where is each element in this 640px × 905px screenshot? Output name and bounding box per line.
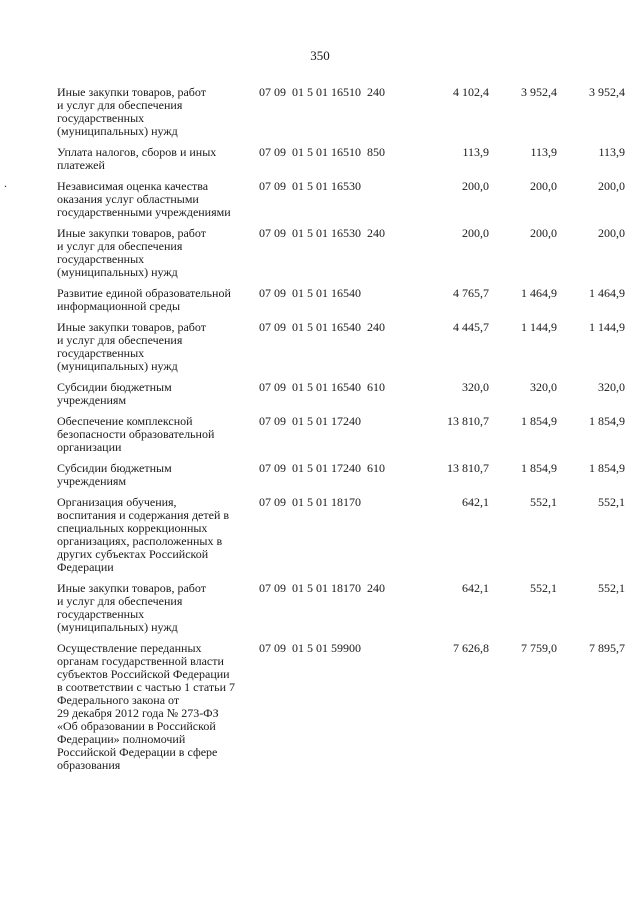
row-value-3: 113,9 bbox=[598, 145, 625, 159]
row-code: 07 09 01 5 01 17240 610 bbox=[259, 461, 385, 475]
row-value-3: 320,0 bbox=[598, 380, 625, 394]
row-name: Субсидии бюджетным учреждениям bbox=[57, 461, 172, 488]
row-value-1: 320,0 bbox=[462, 380, 489, 394]
row-value-2: 1 854,9 bbox=[521, 461, 557, 475]
row-value-3: 1 854,9 bbox=[589, 414, 625, 428]
row-code: 07 09 01 5 01 18170 bbox=[259, 495, 361, 509]
row-value-2: 200,0 bbox=[530, 226, 557, 240]
row-value-1: 4 102,4 bbox=[453, 85, 489, 99]
table-row bbox=[57, 373, 625, 407]
row-value-3: 1 144,9 bbox=[589, 320, 625, 334]
row-value-1: 642,1 bbox=[462, 581, 489, 595]
row-code: 07 09 01 5 01 17240 bbox=[259, 414, 361, 428]
row-code: 07 09 01 5 01 59900 bbox=[259, 641, 361, 655]
row-value-1: 200,0 bbox=[462, 179, 489, 193]
row-value-1: 4 445,7 bbox=[453, 320, 489, 334]
row-value-3: 1 854,9 bbox=[589, 461, 625, 475]
row-code: 07 09 01 5 01 16510 240 bbox=[259, 85, 385, 99]
row-value-3: 3 952,4 bbox=[589, 85, 625, 99]
row-code: 07 09 01 5 01 18170 240 bbox=[259, 581, 385, 595]
row-value-2: 1 144,9 bbox=[521, 320, 557, 334]
row-value-2: 552,1 bbox=[530, 581, 557, 595]
row-value-1: 13 810,7 bbox=[447, 414, 489, 428]
row-value-2: 7 759,0 bbox=[521, 641, 557, 655]
row-name: Независимая оценка качества оказания услуг областными государственными учреждениями bbox=[57, 179, 231, 219]
table-row bbox=[57, 138, 625, 172]
table-row bbox=[57, 574, 625, 634]
row-name: Иные закупки товаров, работ и услуг для обеспечения государственных (муниципальных) нужд bbox=[57, 85, 206, 138]
table-row bbox=[57, 172, 625, 219]
row-value-2: 200,0 bbox=[530, 179, 557, 193]
row-value-2: 552,1 bbox=[530, 495, 557, 509]
row-value-1: 7 626,8 bbox=[453, 641, 489, 655]
row-name: Организация обучения, воспитания и содержания детей в специальных коррекционных организациях, расположенных в других субъектах Российской Федерации bbox=[57, 495, 230, 574]
row-name: Субсидии бюджетным учреждениям bbox=[57, 380, 172, 407]
row-name: Уплата налогов, сборов и иных платежей bbox=[57, 145, 217, 172]
row-value-3: 7 895,7 bbox=[589, 641, 625, 655]
row-name: Осуществление переданных органам государственной власти субъектов Российской Федерации в соответствии с частью 1 статьи 7 Федерального закона от 29 декабря 2012 года № 273-ФЗ «Об образовании в Российской Федерации» полномочий Российской Федерации в сфере образования bbox=[57, 641, 236, 772]
row-value-1: 113,9 bbox=[462, 145, 489, 159]
row-value-2: 3 952,4 bbox=[521, 85, 557, 99]
row-value-2: 113,9 bbox=[530, 145, 557, 159]
page-number: 350 bbox=[310, 48, 330, 63]
row-value-1: 4 765,7 bbox=[453, 286, 489, 300]
budget-table-body bbox=[57, 86, 625, 772]
row-code: 07 09 01 5 01 16540 240 bbox=[259, 320, 385, 334]
budget-table bbox=[57, 86, 625, 772]
row-value-1: 200,0 bbox=[462, 226, 489, 240]
table-row bbox=[57, 219, 625, 279]
row-code: 07 09 01 5 01 16540 bbox=[259, 286, 361, 300]
table-row bbox=[57, 454, 625, 488]
row-value-3: 552,1 bbox=[598, 581, 625, 595]
table-row bbox=[57, 634, 625, 772]
row-value-2: 1 464,9 bbox=[521, 286, 557, 300]
row-value-2: 1 854,9 bbox=[521, 414, 557, 428]
row-value-3: 200,0 bbox=[598, 179, 625, 193]
table-row bbox=[57, 86, 625, 138]
row-value-1: 13 810,7 bbox=[447, 461, 489, 475]
row-name: Обеспечение комплексной безопасности образовательной организации bbox=[57, 414, 215, 454]
table-row bbox=[57, 279, 625, 313]
row-value-2: 320,0 bbox=[530, 380, 557, 394]
row-value-3: 200,0 bbox=[598, 226, 625, 240]
margin-mark: . bbox=[4, 176, 7, 190]
row-name: Иные закупки товаров, работ и услуг для обеспечения государственных (муниципальных) нужд bbox=[57, 581, 206, 634]
row-code: 07 09 01 5 01 16540 610 bbox=[259, 380, 385, 394]
row-value-1: 642,1 bbox=[462, 495, 489, 509]
table-row bbox=[57, 407, 625, 454]
row-code: 07 09 01 5 01 16510 850 bbox=[259, 145, 385, 159]
row-code: 07 09 01 5 01 16530 240 bbox=[259, 226, 385, 240]
row-value-3: 552,1 bbox=[598, 495, 625, 509]
table-row bbox=[57, 313, 625, 373]
row-code: 07 09 01 5 01 16530 bbox=[259, 179, 361, 193]
row-name: Развитие единой образовательной информационной среды bbox=[57, 286, 231, 313]
row-value-3: 1 464,9 bbox=[589, 286, 625, 300]
row-name: Иные закупки товаров, работ и услуг для обеспечения государственных (муниципальных) нужд bbox=[57, 320, 206, 373]
table-row bbox=[57, 488, 625, 574]
row-name: Иные закупки товаров, работ и услуг для обеспечения государственных (муниципальных) нужд bbox=[57, 226, 206, 279]
